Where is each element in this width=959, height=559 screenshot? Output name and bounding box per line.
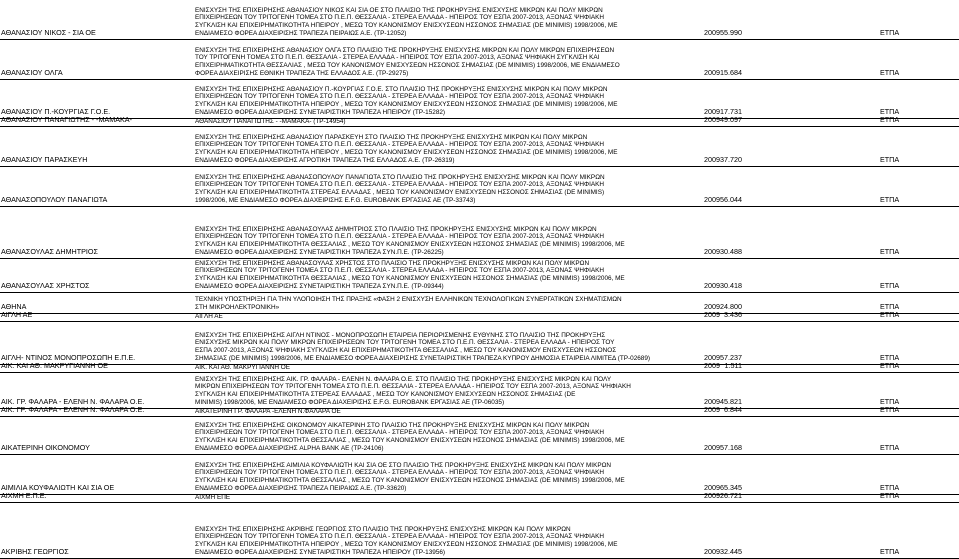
- year-cell: 2009: [704, 405, 720, 415]
- project-description: [195, 174, 673, 205]
- program-cell: ΕΤΠΑ: [880, 310, 900, 320]
- project-description: [195, 364, 673, 372]
- program-cell: ΕΤΠΑ: [880, 281, 900, 291]
- project-description: [195, 332, 673, 363]
- description-line: ΣΥΓΚΛΙΣΗ ΚΑΙ ΕΠΙΧΕΙΡΗΜΑΤΙΚΟΤΗΤΑ ΘΕΣΣΑΛΙΑΣ , ΜΕΣΩ ΤΟΥ ΚΑΝΟΝΙΣΜΟΥ ΕΝΙΣΧΥΣΕΩΝ ΗΣΣΟΝΟΣ ΣΗΜΑΣΙΑΣ (DE MINIMIS) 1998/2006, ΜΕ: [195, 241, 625, 249]
- program-cell: ΕΤΠΑ: [880, 443, 900, 453]
- project-description: [195, 462, 673, 493]
- amount-cell: 55.990: [720, 28, 742, 38]
- year-cell: 2009: [704, 491, 720, 501]
- program-cell: ΕΤΠΑ: [880, 28, 900, 38]
- year-cell: 2009: [704, 107, 720, 117]
- project-description: [195, 86, 673, 117]
- beneficiary-name: ΑΚΡΙΒΗΣ ΓΕΩΡΓΙΟΣ: [1, 547, 69, 557]
- beneficiary-name: ΑΙΓΛΗ- ΝΤΙΝΟΣ ΜΟΝΟΠΡΟΣΩΠΗ Ε.Π.Ε.: [1, 353, 136, 363]
- table-row: [0, 166, 959, 207]
- table-row: [0, 39, 959, 80]
- amount-cell: 37.720: [720, 155, 742, 165]
- amount-cell: 45.821: [720, 397, 742, 407]
- program-cell: ΕΤΠΑ: [880, 247, 900, 257]
- table-row: [0, 0, 959, 40]
- amount-cell: 65.345: [720, 483, 742, 493]
- description-line: ΕΝΔΙΑΜΕΣΟ ΦΟΡΕΑ ΔΙΑΧΕΙΡΙΣΗΣ ΣΥΝΕΤΑΙΡΙΣΤΙΚΗ ΤΡΑΠΕΖΑ ΣΥΝ.Π.Ε. (ΤΡ-26225): [195, 249, 444, 257]
- year-cell: 2009: [704, 247, 720, 257]
- description-line: ΕΠΙΧΕΙΡΗΣΕΩΝ ΤΟΥ ΤΡΙΤΟΓΕΝΗ ΤΟΜΕΑ ΣΤΟ Π.Ε.Π. ΘΕΣΣΑΛΙΑ - ΣΤΕΡΕΑ ΕΛΛΑΔΑ - ΗΠΕΙΡΟΣ ΤΟΥ ΕΣΠΑ 2007-2013, ΑΞΟΝΑΣ ΨΗΦΙΑΚΗ: [195, 267, 605, 275]
- table-row: [0, 502, 959, 559]
- table-row: [0, 80, 959, 119]
- program-cell: ΕΤΠΑ: [880, 491, 900, 501]
- description-line: ΕΠΙΧΕΙΡΗΣΕΩΝ ΤΟΥ ΤΡΙΤΟΓΕΝΗ ΤΟΜΕΑ ΣΤΟ Π.Ε.Π. ΘΕΣΣΑΛΙΑ - ΣΤΕΡΕΑ ΕΛΛΑΔΑ - ΗΠΕΙΡΟΣ ΤΟΥ ΕΣΠΑ 2007-2013, ΑΞΟΝΑΣ ΨΗΦΙΑΚΗ: [195, 93, 605, 101]
- table-row: [0, 126, 959, 167]
- amount-cell: 15.684: [720, 68, 742, 78]
- amount-cell: 3.436: [724, 310, 742, 320]
- project-description: [195, 226, 673, 257]
- description-line: ΣΥΓΚΛΙΣΗ ΚΑΙ ΕΠΙΧΕΙΡΗΜΑΤΙΚΟΤΗΤΑ ΣΤΕΡΕΑΣ ΕΛΛΑΔΑΣ , ΜΕΣΩ ΤΟΥ ΚΑΝΟΝΙΣΜΟΥ ΕΝΙΣΧΥΣΕΩΝ ΗΣΣΟΝΟΣ ΣΗΜΑΣΙΑΣ (DE MINIMIS): [195, 189, 605, 197]
- description-line: ΑΘΑΝΑΣΙΟΥ ΠΑΝΑΓΙΩΤΗΣ - -ΜΑΜΑΚΑ- (ΤΡ-14954): [195, 118, 346, 125]
- year-cell: 2009: [704, 483, 720, 493]
- beneficiary-name: ΑΙΚ. ΓΡ. ΦΑΛΑΡΑ - ΕΛΕΝΗ Ν. ΦΑΛΑΡΑ Ο.Ε.: [1, 397, 145, 407]
- description-line: ΤΟΥ ΤΡΙΤΟΓΕΝΗ ΤΟΜΕΑ ΣΤΟ Π.Ε.Π. ΘΕΣΣΑΛΙΑ - ΣΤΕΡΕΑ ΕΛΛΑΔΑ - ΗΠΕΙΡΟΣ ΤΟΥ ΕΣΠΑ 2007-2013, ΑΞΟΝΑΣ ΨΗΦΙΑΚΗ ΣΥΓΚΛΙΣΗ ΚΑΙ: [195, 54, 600, 62]
- year-cell: 2009: [704, 155, 720, 165]
- description-line: ΕΝΙΣΧΥΣΗ ΤΗΣ ΕΠΙΧΕΙΡΗΣΗΣ ΑΘΑΝΑΣΙΟΥ Π.-ΚΟΥΡΓΙΑΣ Γ.Ο.Ε. ΣΤΟ ΠΛΑΙΣΙΟ ΤΗΣ ΠΡΟΚΗΡΥΞΗΣ ΕΝΙΣΧΥΣΗΣ ΜΙΚΡΩΝ ΚΑΙ ΠΟΛΥ ΜΙΚΡΩΝ: [195, 85, 608, 93]
- description-line: ΜΙΚΡΩΝ ΕΠΙΧΕΙΡΗΣΕΩΝ ΤΟΥ ΤΡΙΤΟΓΕΝΗ ΤΟΜΕΑ ΣΤΟ Π.Ε.Π. ΘΕΣΣΑΛΙΑ - ΣΤΕΡΕΑ ΕΛΛΑΔΑ - ΗΠΕΙΡΟΣ ΤΟΥ ΕΣΠΑ 2007-2013, ΑΞΟΝΑΣ ΨΗΦΙΑΚΗ: [195, 383, 631, 391]
- description-line: ΣΥΓΚΛΙΣΗ ΚΑΙ ΕΠΙΧΕΙΡΗΜΑΤΙΚΟΤΗΤΑ ΘΕΣΣΑΛΙΑΣ , ΜΕΣΩ ΤΟΥ ΚΑΝΟΝΙΣΜΟΥ ΕΝΙΣΧΥΣΕΩΝ ΗΣΣΟΝΟΣ ΣΗΜΑΣΙΑΣ (DE MINIMIS) 1998/2006, ΜΕ: [195, 275, 625, 283]
- description-line: ΣΥΓΚΛΙΣΗ ΚΑΙ ΕΠΙΧΕΙΡΗΜΑΤΙΚΟΤΗΤΑ ΣΤΕΡΕΑΣ ΕΛΛΑΔΑΣ , ΜΕΣΩ ΤΟΥ ΚΑΝΟΝΙΣΜΟΥ ΕΝΙΣΧΥΣΕΩΝ ΗΣΣΟΝΟΣ ΣΗΜΑΣΙΑΣ (DE: [195, 391, 576, 399]
- description-line: ΕΠΙΧΕΙΡΗΣΕΩΝ ΤΟΥ ΤΡΙΤΟΓΕΝΗ ΤΟΜΕΑ ΣΤΟ Π.Ε.Π. ΘΕΣΣΑΛΙΑ - ΣΤΕΡΕΑ ΕΛΛΑΔΑ - ΗΠΕΙΡΟΣ ΤΟΥ ΕΣΠΑ 2007-2013, ΑΞΟΝΑΣ ΨΗΦΙΑΚΗ: [195, 141, 605, 149]
- table-row: [0, 321, 959, 365]
- program-cell: ΕΤΠΑ: [880, 195, 900, 205]
- beneficiary-name: ΑΙΜΙΛΙΑ ΚΟΥΦΑΛΙΩΤΗ ΚΑΙ ΣΙΑ ΟΕ: [1, 483, 115, 493]
- description-line: MINIMIS) 1998/2006, ΜΕ ΕΝΔΙΑΜΕΣΟ ΦΟΡΕΑ ΔΙΑΧΕΙΡΙΣΗΣ E.F.G. EUROBANK ΕΡΓΑΣΙΑΣ ΑΕ (ΤΡ-06035): [195, 399, 505, 407]
- program-cell: ΕΤΠΑ: [880, 115, 900, 125]
- description-line: ΕΠΙΧΕΙΡΗΣΕΩΝ ΤΟΥ ΤΡΙΤΟΓΕΝΗ ΤΟΜΕΑ ΣΤΟ Π.Ε.Π. ΘΕΣΣΑΛΙΑ - ΣΤΕΡΕΑ ΕΛΛΑΔΑ - ΗΠΕΙΡΟΣ ΤΟΥ ΕΣΠΑ 2007-2013, ΑΞΟΝΑΣ ΨΗΦΙΑΚΗ: [195, 429, 605, 437]
- description-line: ΕΝΙΣΧΥΣΗ ΤΗΣ ΕΠΙΧΕΙΡΗΣΗΣ ΑΘΑΝΑΣΙΟΥ ΟΛΓΑ ΣΤΟ ΠΛΑΙΣΙΟ ΤΗΣ ΠΡΟΚΗΡΥΞΗΣ ΕΝΙΣΧΥΣΗΣ ΜΙΚΡΩΝ ΚΑΙ ΠΟΛΥ ΜΙΚΡΩΝ ΕΠΙΧΕΙΡΗΣΕΩΝ: [195, 46, 615, 54]
- description-line: ΣΥΓΚΛΙΣΗ ΚΑΙ ΕΠΙΧΕΙΡΗΜΑΤΙΚΟΤΗΤΑ ΗΠΕΙΡΟΥ , ΜΕΣΩ ΤΟΥ ΚΑΝΟΝΙΣΜΟΥ ΕΝΙΣΧΥΣΕΩΝ ΗΣΣΟΝΟΣ ΣΗΜΑΣΙΑΣ (DE MINIMIS) 1998/2006, ΜΕ: [195, 101, 618, 109]
- project-description: [195, 296, 673, 312]
- amount-cell: 57.168: [720, 443, 742, 453]
- description-line: ΑΙΚΑΤΕΡΙΝΗ ΓΡ. ΦΑΛΑΡΑ -ΕΛΕΝΗ Ν.ΦΑΛΑΡΑ ΟΕ: [195, 408, 341, 415]
- project-description: [195, 47, 673, 78]
- project-description: [195, 422, 673, 453]
- description-line: ΤΕΧΝΙΚΗ ΥΠΟΣΤΗΡΙΞΗ ΓΙΑ ΤΗΝ ΥΛΟΠΟΙΗΣΗ ΤΗΣ ΠΡΑΞΗΣ «ΦΑΣΗ 2 ΕΝΙΣΧΥΣΗ ΕΛΛΗΝΙΚΩΝ ΤΕΧΝΟΛΟΓΙΚΩΝ ΣΥΝΕΡΓΑΤΙΚΩΝ ΣΧΗΜΑΤΙΣΜΩΝ: [195, 296, 622, 304]
- program-cell: ΕΤΠΑ: [880, 155, 900, 165]
- description-line: ΕΝΙΣΧΥΣΗ ΤΗΣ ΕΠΙΧΕΙΡΗΣΗΣ ΟΙΚΟΝΟΜΟΥ ΑΙΚΑΤΕΡΙΝΗ ΣΤΟ ΠΛΑΙΣΙΟ ΤΗΣ ΠΡΟΚΗΡΥΞΗΣ ΕΝΙΣΧΥΣΗΣ ΜΙΚΡΩΝ ΚΑΙ ΠΟΛΥ ΜΙΚΡΩΝ: [195, 421, 590, 429]
- table-row: [0, 416, 959, 455]
- description-line: ΕΝΙΣΧΥΣΗ ΤΗΣ ΕΠΙΧΕΙΡΗΣΗΣ ΑΚΡΙΒΗΣ ΓΕΩΡΓΙΟΣ ΣΤΟ ΠΛΑΙΣΙΟ ΤΗΣ ΠΡΟΚΗΡΥΞΗΣ ΕΝΙΣΧΥΣΗΣ ΜΙΚΡΩΝ ΚΑΙ ΠΟΛΥ ΜΙΚΡΩΝ: [195, 525, 571, 533]
- beneficiary-name: ΑΘΑΝΑΣΙΟΥ ΠΑΡΑΣΚΕΥΗ: [1, 155, 88, 165]
- project-description: [195, 494, 673, 502]
- description-line: ΕΝΔΙΑΜΕΣΟ ΦΟΡΕΑ ΔΙΑΧΕΙΡΙΣΗΣ ΣΥΝΕΤΑΙΡΙΣΤΙΚΗ ΤΡΑΠΕΖΑ ΗΠΕΙΡΟΥ (ΤΡ-15282): [195, 109, 446, 117]
- amount-cell: 32.445: [720, 547, 742, 557]
- beneficiary-name: ΑΙΓΛΗ ΑΕ: [1, 310, 33, 320]
- beneficiary-name: ΑΘΑΝΑΣΟΥΛΑΣ ΧΡΗΣΤΟΣ: [1, 281, 90, 291]
- description-line: ΕΝΙΣΧΥΣΗ ΤΗΣ ΕΠΙΧΕΙΡΗΣΗΣ ΑΘΑΝΑΣΙΟΥ ΝΙΚΟΣ ΚΑΙ ΣΙΑ ΟΕ ΣΤΟ ΠΛΑΙΣΙΟ ΤΗΣ ΠΡΟΚΗΡΥΞΗΣ ΕΝΙΣΧΥΣΗΣ ΜΙΚΡΩΝ ΚΑΙ ΠΟΛΥ ΜΙΚΡΩΝ: [195, 6, 603, 14]
- description-line: ΦΟΡΕΑ ΔΙΑΧΕΙΡΙΣΗΣ ΕΘΝΙΚΗ ΤΡΑΠΕΖΑ ΤΗΣ ΕΛΛΑΔΟΣ Α.Ε. (ΤΡ-29275): [195, 70, 409, 78]
- amount-cell: 30.418: [720, 281, 742, 291]
- program-cell: ΕΤΠΑ: [880, 483, 900, 493]
- beneficiary-name: ΑΘΑΝΑΣΙΟΥ ΝΙΚΟΣ - ΣΙΑ ΟΕ: [1, 28, 96, 38]
- beneficiary-name: ΑΘΑΝΑΣΙΟΥ ΠΑΝΑΓΙΩΤΗΣ - -ΜΑΜΑΚΑ-: [1, 115, 132, 125]
- program-cell: ΕΤΠΑ: [880, 68, 900, 78]
- description-line: ΕΝΔΙΑΜΕΣΟ ΦΟΡΕΑ ΔΙΑΧΕΙΡΙΣΗΣ ΣΥΝΕΤΑΙΡΙΣΤΙΚΗ ΤΡΑΠΕΖΑ ΗΠΕΙΡΟΥ (ΤΡ-13956): [195, 549, 446, 557]
- amount-cell: 56.044: [720, 195, 742, 205]
- description-line: ΕΠΙΧΕΙΡΗΣΕΩΝ ΤΟΥ ΤΡΙΤΟΓΕΝΗ ΤΟΜΕΑ ΣΤΟ Π.Ε.Π. ΘΕΣΣΑΛΙΑ - ΣΤΕΡΕΑ ΕΛΛΑΔΑ - ΗΠΕΙΡΟΣ ΤΟΥ ΕΣΠΑ 2007-2013, ΑΞΟΝΑΣ ΨΗΦΙΑΚΗ: [195, 533, 605, 541]
- description-line: ΑΙΧΜΗ ΕΠΕ: [195, 494, 231, 501]
- amount-cell: 24.800: [720, 302, 742, 312]
- year-cell: 2009: [704, 68, 720, 78]
- description-line: ΑΙΚ. ΚΑΙ ΑΘ. ΜΑΚΡΥΓΙΑΝΝΗ ΟΕ: [195, 364, 291, 371]
- year-cell: 2009: [704, 302, 720, 312]
- beneficiary-name: ΑΙΚΑΤΕΡΙΝΗ ΟΙΚΟΝΟΜΟΥ: [1, 443, 90, 453]
- beneficiary-name: ΑΘΑΝΑΣΟΥΛΑΣ ΔΗΜΗΤΡΙΟΣ: [1, 247, 98, 257]
- beneficiary-name: ΑΘΑΝΑΣΙΟΥ ΟΛΓΑ: [1, 68, 63, 78]
- description-line: ΣΥΓΚΛΙΣΗ ΚΑΙ ΕΠΙΧΕΙΡΗΜΑΤΙΚΟΤΗΤΑ ΘΕΣΣΑΛΙΑΣ , ΜΕΣΩ ΤΟΥ ΚΑΝΟΝΙΣΜΟΥ ΕΝΙΣΧΥΣΕΩΝ ΗΣΣΟΝΟΣ ΣΗΜΑΣΙΑΣ (DE MINIMIS) 1998/2006, ΜΕ: [195, 437, 625, 445]
- table-row: [0, 206, 959, 259]
- year-cell: 2009: [704, 353, 720, 363]
- description-line: ΣΗΜΑΣΙΑΣ (DE MINIMIS) 1998/2006, ΜΕ ΕΝΔΙΑΜΕΣΟ ΦΟΡΕΑ ΔΙΑΧΕΙΡΙΣΗΣ ΣΥΝΕΤΑΙΡΙΣΤΙΚΗ ΤΡΑΠΕΖΑ ΚΥΠΡΟΥ ΔΗΜΟΣΙΑ ΕΤΑΙΡΕΙΑ ΛΙΜΙΤΕΔ (ΤΡ-02689): [195, 355, 651, 363]
- description-line: ΕΝΙΣΧΥΣΗ ΤΗΣ ΕΠΙΧΕΙΡΗΣΗΣ ΑΘΑΝΑΣΟΥΛΑΣ ΧΡΗΣΤΟΣ ΣΤΟ ΠΛΑΙΣΙΟ ΤΗΣ ΠΡΟΚΗΡΥΞΗΣ ΕΝΙΣΧΥΣΗΣ ΜΙΚΡΩΝ ΚΑΙ ΠΟΛΥ ΜΙΚΡΩΝ: [195, 259, 590, 267]
- project-description: [195, 118, 673, 126]
- description-line: ΕΝΔΙΑΜΕΣΟ ΦΟΡΕΑ ΔΙΑΧΕΙΡΙΣΗΣ ΤΡΑΠΕΖΑ ΠΕΙΡΑΙΩΣ Α.Ε. (ΤΡ-12052): [195, 30, 407, 38]
- program-cell: ΕΤΠΑ: [880, 405, 900, 415]
- project-description: [195, 313, 673, 321]
- amount-cell: 1.511: [724, 361, 742, 371]
- year-cell: 2009: [704, 195, 720, 205]
- project-description: [195, 134, 673, 165]
- year-cell: 2009: [704, 443, 720, 453]
- beneficiary-name: ΑΙΚ. ΓΡ. ΦΑΛΑΡΑ - ΕΛΕΝΗ Ν. ΦΑΛΑΡΑ Ο.Ε.: [1, 405, 145, 415]
- year-cell: 2009: [704, 281, 720, 291]
- beneficiary-name: ΑΘΑΝΑΣΟΠΟΥΛΟΥ ΠΑΝΑΓΙΩΤΑ: [1, 195, 108, 205]
- year-cell: 2009: [704, 361, 720, 371]
- description-line: ΕΠΙΧΕΙΡΗΣΕΩΝ ΤΟΥ ΤΡΙΤΟΓΕΝΗ ΤΟΜΕΑ ΣΤΟ Π.Ε.Π. ΘΕΣΣΑΛΙΑ - ΣΤΕΡΕΑ ΕΛΛΑΔΑ - ΗΠΕΙΡΟΣ ΤΟΥ ΕΣΠΑ 2007-2013, ΑΞΟΝΑΣ ΨΗΦΙΑΚΗ: [195, 181, 605, 189]
- description-line: ΕΣΠΑ 2007-2013, ΑΞΟΝΑΣ ΨΗΦΙΑΚΗ ΣΥΓΚΛΙΣΗ ΚΑΙ ΕΠΙΧΕΙΡΗΜΑΤΙΚΟΤΗΤΑ ΘΕΣΣΑΛΙΑΣ , ΜΕΣΩ ΤΟΥ ΚΑΝΟΝΙΣΜΟΥ ΕΝΙΣΧΥΣΕΩΝ ΗΣΣΟΝΟΣ: [195, 347, 617, 355]
- amount-cell: 26.721: [720, 491, 742, 501]
- project-description: [195, 408, 673, 416]
- program-cell: ΕΤΠΑ: [880, 547, 900, 557]
- year-cell: 2009: [704, 115, 720, 125]
- description-line: ΕΝΙΣΧΥΣΗ ΤΗΣ ΕΠΙΧΕΙΡΗΣΗΣ ΑΘΑΝΑΣΟΥΛΑΣ ΔΗΜΗΤΡΙΟΣ ΣΤΟ ΠΛΑΙΣΙΟ ΤΗΣ ΠΡΟΚΗΡΥΞΗΣ ΕΝΙΣΧΥΣΗΣ ΜΙΚΡΩΝ ΚΑΙ ΠΟΛΥ ΜΙΚΡΩΝ: [195, 225, 597, 233]
- description-line: ΕΝΙΣΧΥΣΗ ΤΗΣ ΕΠΙΧΕΙΡΗΣΗΣ ΑΘΑΝΑΣΟΠΟΥΛΟΥ ΠΑΝΑΓΙΩΤΑ ΣΤΟ ΠΛΑΙΣΙΟ ΤΗΣ ΠΡΟΚΗΡΥΞΗΣ ΕΝΙΣΧΥΣΗΣ ΜΙΚΡΩΝ ΚΑΙ ΠΟΛΥ ΜΙΚΡΩΝ: [195, 173, 605, 181]
- description-line: ΕΝΔΙΑΜΕΣΟ ΦΟΡΕΑ ΔΙΑΧΕΙΡΙΣΗΣ ALPHA BANK ΑΕ (ΤΡ-24106): [195, 445, 384, 453]
- program-cell: ΕΤΠΑ: [880, 302, 900, 312]
- project-description: [195, 7, 673, 38]
- program-cell: ΕΤΠΑ: [880, 361, 900, 371]
- description-line: ΕΝΙΣΧΥΣΗ ΤΗΣ ΕΠΙΧΕΙΡΗΣΗΣ ΑΙΚ. ΓΡ. ΦΑΛΑΡΑ - ΕΛΕΝΗ Ν. ΦΑΛΑΡΑ Ο.Ε. ΣΤΟ ΠΛΑΙΣΙΟ ΤΗΣ ΠΡΟΚΗΡΥΞΗΣ ΕΝΙΣΧΥΣΗΣ ΜΙΚΡΩΝ ΚΑΙ ΠΟΛΥ: [195, 375, 612, 383]
- beneficiary-name: ΑΘΑΝΑΣΙΟΥ Π.-ΚΟΥΡΓΙΑΣ Γ.Ο.Ε.: [1, 107, 111, 117]
- description-line: ΣΥΓΚΛΙΣΗ ΚΑΙ ΕΠΙΧΕΙΡΗΜΑΤΙΚΟΤΗΤΑ ΗΠΕΙΡΟΥ , ΜΕΣΩ ΤΟΥ ΚΑΝΟΝΙΣΜΟΥ ΕΝΙΣΧΥΣΕΩΝ ΗΣΣΟΝΟΣ ΣΗΜΑΣΙΑΣ (DE MINIMIS) 1998/2006, ΜΕ: [195, 149, 618, 157]
- program-cell: ΕΤΠΑ: [880, 353, 900, 363]
- amount-cell: 49.097: [720, 115, 742, 125]
- amount-cell: 6.844: [724, 405, 742, 415]
- amount-cell: 30.488: [720, 247, 742, 257]
- description-line: ΕΝΙΣΧΥΣΗ ΤΗΣ ΕΠΙΧΕΙΡΗΣΗΣ ΑΙΜΙΛΙΑ ΚΟΥΦΑΛΙΩΤΗ ΚΑΙ ΣΙΑ ΟΕ ΣΤΟ ΠΛΑΙΣΙΟ ΤΗΣ ΠΡΟΚΗΡΥΞΗΣ ΕΝΙΣΧΥΣΗΣ ΜΙΚΡΩΝ ΚΑΙ ΠΟΛΥ ΜΙΚΡΩΝ: [195, 461, 612, 469]
- amount-cell: 57.237: [720, 353, 742, 363]
- year-cell: 2009: [704, 397, 720, 407]
- project-description: [195, 376, 673, 407]
- year-cell: 2009: [704, 310, 720, 320]
- beneficiary-name: ΑΙΚ. ΚΑΙ ΑΘ. ΜΑΚΡΥΓΙΑΝΝΗ ΟΕ: [1, 361, 108, 371]
- program-cell: ΕΤΠΑ: [880, 107, 900, 117]
- description-line: ΕΝΙΣΧΥΣΗ ΤΗΣ ΕΠΙΧΕΙΡΗΣΗΣ ΑΘΑΝΑΣΙΟΥ ΠΑΡΑΣΚΕΥΗ ΣΤΟ ΠΛΑΙΣΙΟ ΤΗΣ ΠΡΟΚΗΡΥΞΗΣ ΕΝΙΣΧΥΣΗΣ ΜΙΚΡΩΝ ΚΑΙ ΠΟΛΥ ΜΙΚΡΩΝ: [195, 133, 588, 141]
- table-row: [0, 372, 959, 409]
- table-row: [0, 258, 959, 293]
- description-line: ΕΝΔΙΑΜΕΣΟ ΦΟΡΕΑ ΔΙΑΧΕΙΡΙΣΗΣ ΑΓΡΟΤΙΚΗ ΤΡΑΠΕΖΑ ΤΗΣ ΕΛΛΑΔΟΣ Α.Ε. (ΤΡ-26319): [195, 157, 455, 165]
- table-row: [0, 454, 959, 495]
- beneficiary-name: ΑΘΗΝΑ: [1, 302, 27, 312]
- description-line: ΣΤΗ ΜΙΚΡΟΗΛΕΚΤΡΟΝΙΚΗ»: [195, 304, 280, 312]
- description-line: ΕΝΔΙΑΜΕΣΟ ΦΟΡΕΑ ΔΙΑΧΕΙΡΙΣΗΣ ΣΥΝΕΤΑΙΡΙΣΤΙΚΗ ΤΡΑΠΕΖΑ ΣΥΝ.Π.Ε. (ΤΡ-09344): [195, 283, 444, 291]
- description-line: ΣΥΓΚΛΙΣΗ ΚΑΙ ΕΠΙΧΕΙΡΗΜΑΤΙΚΟΤΗΤΑ ΗΠΕΙΡΟΥ , ΜΕΣΩ ΤΟΥ ΚΑΝΟΝΙΣΜΟΥ ΕΝΙΣΧΥΣΕΩΝ ΗΣΣΟΝΟΣ ΣΗΜΑΣΙΑΣ (DE MINIMIS) 1998/2006, ΜΕ: [195, 22, 618, 30]
- description-line: 1998/2006, ΜΕ ΕΝΔΙΑΜΕΣΟ ΦΟΡΕΑ ΔΙΑΧΕΙΡΙΣΗΣ E.F.G. EUROBANK ΕΡΓΑΣΙΑΣ ΑΕ (ΤΡ-33743): [195, 197, 476, 205]
- description-line: ΣΥΓΚΛΙΣΗ ΚΑΙ ΕΠΙΧΕΙΡΗΜΑΤΙΚΟΤΗΤΑ ΗΠΕΙΡΟΥ , ΜΕΣΩ ΤΟΥ ΚΑΝΟΝΙΣΜΟΥ ΕΝΙΣΧΥΣΕΩΝ ΗΣΣΟΝΟΣ ΣΗΜΑΣΙΑΣ (DE MINIMIS) 1998/2006, ΜΕ: [195, 541, 618, 549]
- description-line: ΕΝΙΣΧΥΣΗΣ ΜΙΚΡΩΝ ΚΑΙ ΠΟΛΥ ΜΙΚΡΩΝ ΕΠΙΧΕΙΡΗΣΕΩΝ ΤΟΥ ΤΡΙΤΟΓΕΝΗ ΤΟΜΕΑ ΣΤΟ Π.Ε.Π. ΘΕΣΣΑΛΙΑ - ΣΤΕΡΕΑ ΕΛΛΑΔΑ - ΗΠΕΙΡΟΣ ΤΟΥ: [195, 339, 615, 347]
- year-cell: 2009: [704, 547, 720, 557]
- year-cell: 2009: [704, 28, 720, 38]
- amount-cell: 17.731: [720, 107, 742, 117]
- description-line: ΕΝΙΣΧΥΣΗ ΤΗΣ ΕΠΙΧΕΙΡΗΣΗΣ ΑΙΓΛΗ ΝΤΙΝΟΣ - ΜΟΝΟΠΡΟΣΩΠΗ ΕΤΑΙΡΕΙΑ ΠΕΡΙΟΡΙΣΜΕΝΗΣ ΕΥΘΥΝΗΣ ΣΤΟ ΠΛΑΙΣΙΟ ΤΗΣ ΠΡΟΚΗΡΥΞΗΣ: [195, 331, 606, 339]
- table-row: [0, 292, 959, 314]
- description-line: ΕΝΔΙΑΜΕΣΟ ΦΟΡΕΑ ΔΙΑΧΕΙΡΙΣΗΣ ΤΡΑΠΕΖΑ ΠΕΙΡΑΙΩΣ Α.Ε. (ΤΡ-33620): [195, 485, 407, 493]
- beneficiary-name: ΑΙΧΜΗ Ε.Π.Ε.: [1, 491, 47, 501]
- description-line: ΕΠΙΧΕΙΡΗΜΑΤΙΚΟΤΗΤΑ ΘΕΣΣΑΛΙΑΣ , ΜΕΣΩ ΤΟΥ ΚΑΝΟΝΙΣΜΟΥ ΕΝΙΣΧΥΣΕΩΝ ΗΣΣΟΝΟΣ ΣΗΜΑΣΙΑΣ (DE MINIMIS) 1998/2006, ΜΕ ΕΝΔΙΑΜΕΣΟ: [195, 62, 620, 70]
- description-line: ΣΥΓΚΛΙΣΗ ΚΑΙ ΕΠΙΧΕΙΡΗΜΑΤΙΚΟΤΗΤΑ ΘΕΣΣΑΛΙΑΣ , ΜΕΣΩ ΤΟΥ ΚΑΝΟΝΙΣΜΟΥ ΕΝΙΣΧΥΣΕΩΝ ΗΣΣΟΝΟΣ ΣΗΜΑΣΙΑΣ (DE MINIMIS) 1998/2006, ΜΕ: [195, 477, 625, 485]
- description-line: ΑΙΓΛΗ ΑΕ: [195, 313, 223, 320]
- program-cell: ΕΤΠΑ: [880, 397, 900, 407]
- description-line: ΕΠΙΧΕΙΡΗΣΕΩΝ ΤΟΥ ΤΡΙΤΟΓΕΝΗ ΤΟΜΕΑ ΣΤΟ Π.Ε.Π. ΘΕΣΣΑΛΙΑ - ΣΤΕΡΕΑ ΕΛΛΑΔΑ - ΗΠΕΙΡΟΣ ΤΟΥ ΕΣΠΑ 2007-2013, ΑΞΟΝΑΣ ΨΗΦΙΑΚΗ: [195, 233, 605, 241]
- description-line: ΕΠΙΧΕΙΡΗΣΕΩΝ ΤΟΥ ΤΡΙΤΟΓΕΝΗ ΤΟΜΕΑ ΣΤΟ Π.Ε.Π. ΘΕΣΣΑΛΙΑ - ΣΤΕΡΕΑ ΕΛΛΑΔΑ - ΗΠΕΙΡΟΣ ΤΟΥ ΕΣΠΑ 2007-2013, ΑΞΟΝΑΣ ΨΗΦΙΑΚΗ: [195, 14, 605, 22]
- project-description: [195, 526, 673, 557]
- description-line: ΕΠΙΧΕΙΡΗΣΕΩΝ ΤΟΥ ΤΡΙΤΟΓΕΝΗ ΤΟΜΕΑ ΣΤΟ Π.Ε.Π. ΘΕΣΣΑΛΙΑ - ΣΤΕΡΕΑ ΕΛΛΑΔΑ - ΗΠΕΙΡΟΣ ΤΟΥ ΕΣΠΑ 2007-2013, ΑΞΟΝΑΣ ΨΗΦΙΑΚΗ: [195, 469, 605, 477]
- project-description: [195, 260, 673, 291]
